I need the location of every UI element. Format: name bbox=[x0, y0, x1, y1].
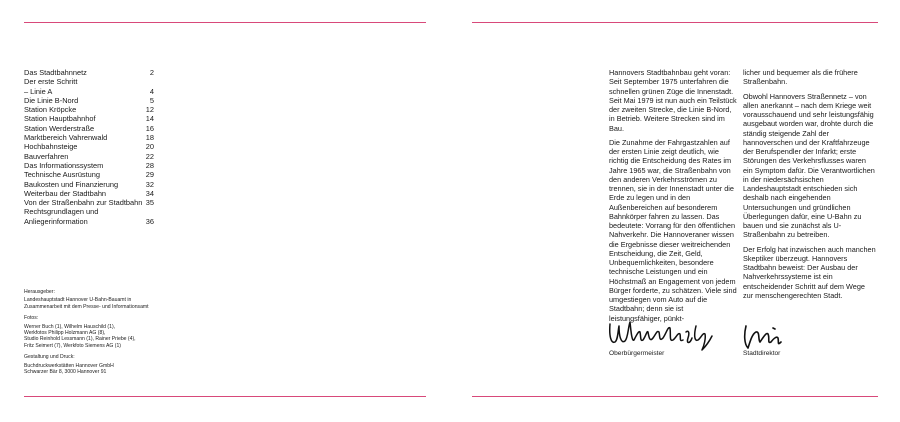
toc-page: 5 bbox=[149, 95, 154, 105]
toc-page bbox=[144, 207, 154, 216]
bottom-rule-left bbox=[24, 396, 426, 397]
toc-page: 18 bbox=[145, 133, 154, 143]
toc-title: Station Hauptbahnhof bbox=[24, 114, 96, 124]
toc-row bbox=[24, 161, 154, 170]
paragraph: Die Zunahme der Fahrgastzahlen auf der ersten Linie zeigt deutlich, wie richtig die Entscheidung des Rates im Jahre 1965 war, die Straßenbahn von den anderen Verkehrsströmen zu trennen, sie in der Innenstadt unter die Erde zu legen und in den Außenbereichen auf besonderem Bahnkörper fahren zu lassen. Das bedeutete: Vorrang für den öffentlichen Nahverkehr. Die Hannoveraner wissen die Ergebnisse dieser weitreichenden Entscheidung, die Zeit, Geld, Unbequemlichkeiten, besondere technische Leistungen und ein Höchstmaß an Engagement von jedem Bürger forderte, zu schätzen. Viele sind umgestiegen vom Auto auf die Stadtbahn; denn sie ist leistungsfähiger, pünkt- bbox=[609, 137, 737, 323]
toc-page: 32 bbox=[145, 179, 154, 189]
paragraph: licher und bequemer als die frühere Straßenbahn. bbox=[743, 68, 858, 87]
toc-page: 16 bbox=[145, 123, 154, 133]
toc-title: Anliegerinformation bbox=[24, 216, 88, 226]
top-rule-left bbox=[24, 22, 426, 23]
bottom-rule-right bbox=[472, 396, 878, 397]
toc-title: Marktbereich Vahrenwald bbox=[24, 133, 108, 143]
toc-page bbox=[144, 77, 154, 86]
paragraph: Hannovers Stadtbahnbau geht voran: Seit September 1975 unterfahren die schnellen grünen Züge die Innenstadt. Seit Mai 1979 ist nun auch ein Teilstück der zweiten Strecke, die Linie B-Nord, in Betrieb. Weitere Strecken sind im Bau. bbox=[609, 68, 737, 133]
toc-title: Weiterbau der Stadtbahn bbox=[24, 188, 107, 198]
photos-line: Werkfotos Philipp Holzmann AG (8), bbox=[24, 330, 106, 337]
toc-row bbox=[24, 105, 154, 114]
toc-title: Hochbahnsteige bbox=[24, 142, 78, 152]
toc-title: Station Kröpcke bbox=[24, 105, 77, 115]
photos-heading: Fotos: bbox=[24, 315, 39, 322]
toc-row bbox=[24, 217, 154, 226]
photos-line: Studio Reinhold Lessmann (1), Rainer Priebe (4), bbox=[24, 336, 136, 343]
toc-page: 12 bbox=[145, 105, 154, 115]
toc-title: Das Stadtbahnnetz bbox=[24, 68, 87, 77]
toc-page: 14 bbox=[145, 114, 154, 124]
director-signature bbox=[740, 322, 786, 352]
publisher-line: Landeshauptstadt Hannover U-Bahn-Bauamt in bbox=[24, 297, 132, 304]
toc-row bbox=[24, 142, 154, 151]
toc-title: Von der Straßenbahn zur Stadtbahn bbox=[24, 198, 143, 208]
paragraph: Obwohl Hannovers Straßennetz – von allen anerkannt – nach dem Kriege weit vorausschauend und sehr leistungsfähig ausgebaut worden war, drohte durch die ständig steigende Zahl der hannoverschen und der Kraftfahrzeuge der Berufspendler der Infarkt; erste Störungen des Verkehrsflusses waren ein Symptom dafür. Die Verantwortlichen in der niedersächsischen Landeshauptstadt entschieden sich deshalb nach eingehenden Untersuchungen und gründlichen Überlegungen dafür, eine U-Bahn zu bauen und sie zunächst als U-Straßenbahn zu betreiben. bbox=[743, 91, 875, 240]
toc-page: 4 bbox=[149, 86, 154, 96]
mayor-caption: Oberbürgermeister bbox=[609, 350, 665, 357]
print-block bbox=[24, 363, 224, 376]
toc-title: – Linie A bbox=[24, 86, 53, 96]
photos-line: Werner Buch (1), Wilhelm Hauschild (1), bbox=[24, 323, 116, 330]
toc-page: 22 bbox=[145, 151, 154, 161]
toc-title: Station Werderstraße bbox=[24, 123, 95, 133]
toc-row bbox=[24, 207, 154, 216]
toc-page: 36 bbox=[145, 216, 154, 226]
top-rule-right bbox=[472, 22, 878, 23]
toc-page: 34 bbox=[145, 188, 154, 198]
toc-row bbox=[24, 198, 154, 207]
paragraph: Der Erfolg hat inzwischen auch manchen Skeptiker überzeugt. Hannovers Stadtbahn beweist: Der Ausbau der Nahverkehrssysteme ist ein entscheidender Schritt auf dem Wege zur menschengerechten Stadt. bbox=[743, 244, 876, 300]
toc-row bbox=[24, 133, 154, 142]
toc-row bbox=[24, 152, 154, 161]
toc-row bbox=[24, 68, 154, 77]
toc-page: 20 bbox=[145, 142, 154, 152]
toc-page: 29 bbox=[145, 170, 154, 180]
photos-line: Fritz Seimert (7), Werkfoto Siemens AG (1) bbox=[24, 342, 121, 349]
publisher-block bbox=[24, 297, 224, 310]
toc-row bbox=[24, 96, 154, 105]
toc-page: 35 bbox=[145, 198, 154, 208]
table-of-contents bbox=[24, 68, 154, 226]
toc-row bbox=[24, 87, 154, 96]
director-caption: Stadtdirektor bbox=[743, 350, 781, 357]
toc-row bbox=[24, 124, 154, 133]
print-line: Buchdruckwerkstätten Hannover GmbH bbox=[24, 362, 114, 369]
toc-title: Das Informationssystem bbox=[24, 160, 104, 170]
print-heading: Gestaltung und Druck: bbox=[24, 354, 75, 361]
toc-title: Die Linie B-Nord bbox=[24, 95, 79, 105]
publisher-line: Zusammenarbeit mit dem Presse- und Informationsamt bbox=[24, 303, 149, 310]
text-column-1 bbox=[609, 68, 737, 328]
toc-row bbox=[24, 77, 154, 86]
publisher-heading: Herausgeber: bbox=[24, 289, 55, 295]
toc-row bbox=[24, 189, 154, 198]
mayor-signature bbox=[606, 318, 718, 352]
photos-block bbox=[24, 324, 224, 350]
toc-row bbox=[24, 170, 154, 179]
print-line: Schwarzer Bär 8, 3000 Hannover 91 bbox=[24, 369, 107, 376]
toc-title: Baukosten und Finanzierung bbox=[24, 179, 119, 189]
toc-title: Rechtsgrundlagen und bbox=[24, 207, 99, 217]
toc-page: 2 bbox=[149, 68, 154, 77]
right-page bbox=[450, 0, 900, 422]
toc-title: Technische Ausrüstung bbox=[24, 170, 101, 180]
toc-row bbox=[24, 114, 154, 123]
text-column-2 bbox=[743, 68, 877, 305]
toc-page: 28 bbox=[145, 160, 154, 170]
toc-title: Der erste Schritt bbox=[24, 77, 78, 87]
toc-title: Bauverfahren bbox=[24, 151, 69, 161]
imprint bbox=[24, 289, 224, 375]
toc-row bbox=[24, 180, 154, 189]
